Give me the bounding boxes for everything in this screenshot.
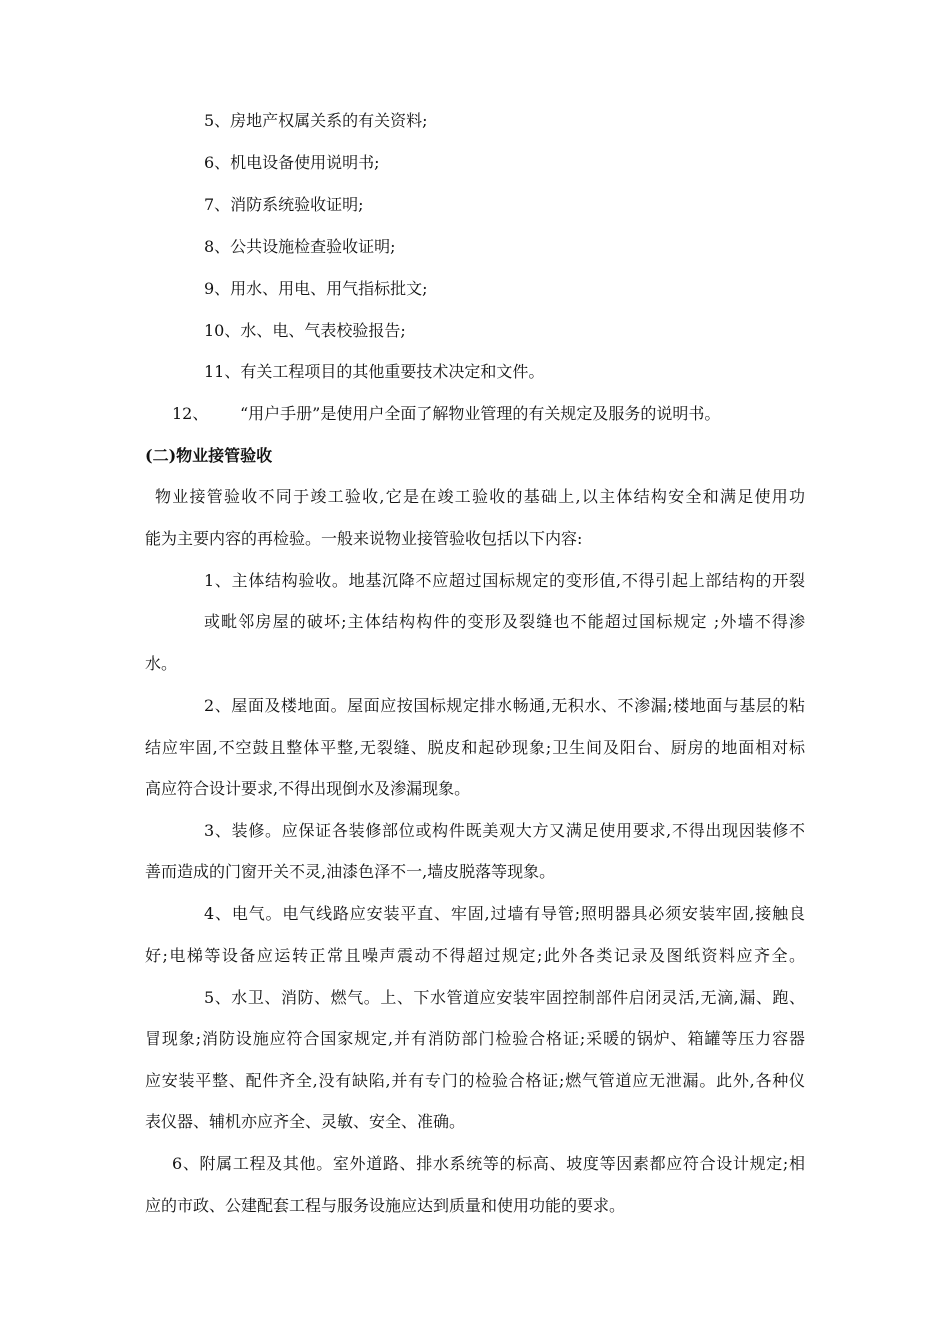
p5-line-1: 5、水卫、消防、燃气。上、下水管道应安装牢固控制部件启闭灵活,无滴,漏、跑、 [204,988,805,1007]
item-12-text: “用户手册”是使用户全面了解物业管理的有关规定及服务的说明书。 [240,404,721,423]
list-item-7: 7、消防系统验收证明; [204,195,364,214]
list-item-9: 9、用水、用电、用气指标批文; [204,279,428,298]
p5-line-2: 冒现象;消防设施应符合国家规定,并有消防部门检验合格证;采暖的锅炉、箱罐等压力容器 [145,1029,805,1048]
p3-line-1: 3、装修。应保证各装修部位或构件既美观大方又满足使用要求,不得出现因装修不 [204,821,805,840]
item-12-number: 12、 [172,404,209,423]
intro-line-1: 物业接管验收不同于竣工验收,它是在竣工验收的基础上,以主体结构安全和满足使用功 [155,487,805,506]
p4-line-1: 4、电气。电气线路应安装平直、牢固,过墙有导管;照明器具必须安装牢固,接触良 [204,904,805,923]
list-item-10: 10、水、电、气表校验报告; [204,321,406,340]
p1-line-2: 或毗邻房屋的破坏;主体结构构件的变形及裂缝也不能超过国标规定 ;外墙不得渗 [204,612,805,631]
p4-line-2: 好;电梯等设备应运转正常且噪声震动不得超过规定;此外各类记录及图纸资料应齐全。 [145,946,805,965]
list-item-8: 8、公共设施检查验收证明; [204,237,396,256]
list-item-5: 5、房地产权属关系的有关资料; [204,111,428,130]
intro-line-2: 能为主要内容的再检验。一般来说物业接管验收包括以下内容: [145,529,583,548]
p2-line-2: 结应牢固,不空鼓且整体平整,无裂缝、脱皮和起砂现象;卫生间及阳台、厨房的地面相对标 [145,738,805,757]
p1-line-1: 1、主体结构验收。地基沉降不应超过国标规定的变形值,不得引起上部结构的开裂 [204,571,805,590]
list-item-11: 11、有关工程项目的其他重要技术决定和文件。 [204,362,545,381]
p3-line-2: 善而造成的门窗开关不灵,油漆色泽不一,墙皮脱落等现象。 [145,862,556,881]
section-heading: (二)物业接管验收 [145,446,273,465]
list-item-6: 6、机电设备使用说明书; [204,153,380,172]
p6-line-1: 6、附属工程及其他。室外道路、排水系统等的标高、坡度等因素都应符合设计规定;相 [172,1154,805,1173]
p2-line-3: 高应符合设计要求,不得出现倒水及渗漏现象。 [145,779,471,798]
p1-line-3: 水。 [145,654,178,673]
p6-line-2: 应的市政、公建配套工程与服务设施应达到质量和使用功能的要求。 [145,1196,626,1215]
p5-line-4: 表仪器、辅机亦应齐全、灵敏、安全、准确。 [145,1112,466,1131]
p2-line-1: 2、屋面及楼地面。屋面应按国标规定排水畅通,无积水、不渗漏;楼地面与基层的粘 [204,696,805,715]
p5-line-3: 应安装平整、配件齐全,没有缺陷,并有专门的检验合格证;燃气管道应无泄漏。此外,各种仪 [145,1071,805,1090]
